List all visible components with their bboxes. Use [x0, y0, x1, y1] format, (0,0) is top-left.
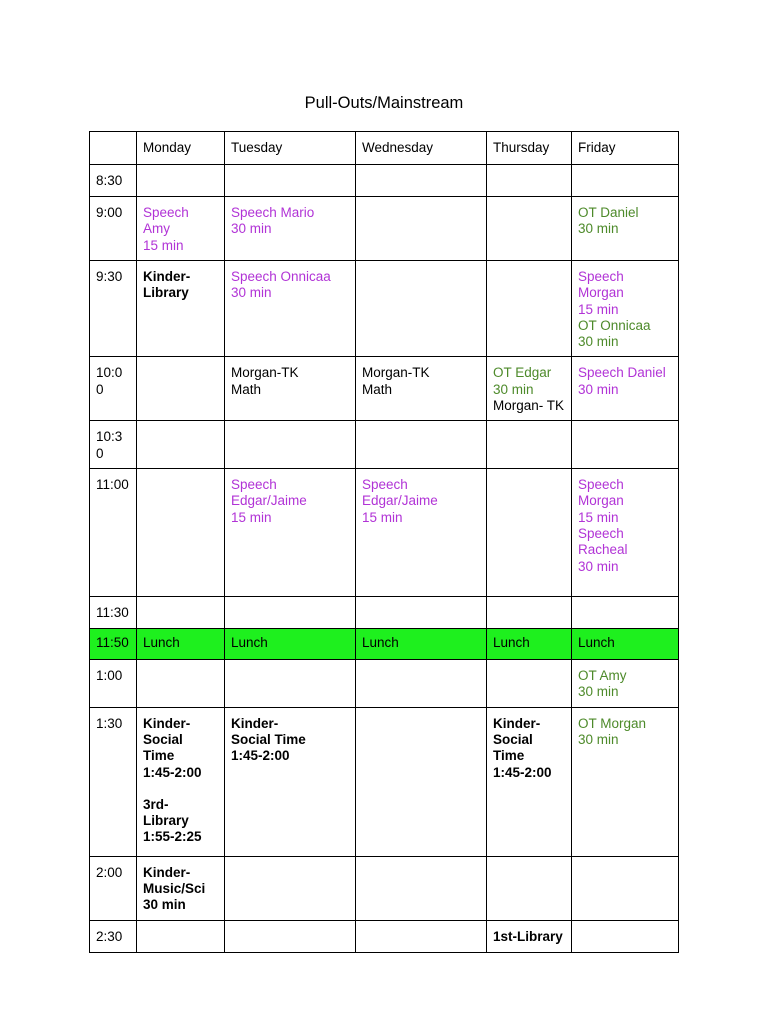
time-label: 9:00 [96, 205, 123, 220]
time-label: 2:30 [96, 928, 123, 944]
schedule-cell-thursday [487, 421, 572, 469]
schedule-entry: Morgan-TK Math [231, 365, 299, 397]
schedule-cell-friday [572, 660, 679, 708]
schedule-cell-wednesday [356, 421, 487, 469]
schedule-cell-monday [137, 660, 225, 708]
schedule-cell-wednesday [356, 261, 487, 357]
lunch-entry: Lunch [231, 635, 268, 651]
schedule-cell-friday [572, 357, 679, 421]
time-label: 1:30 [96, 715, 123, 731]
time-cell [90, 629, 137, 660]
time-row [90, 357, 679, 421]
schedule-entry: Kinder- Social Time 1:45-2:00 [143, 715, 202, 780]
schedule-cell-tuesday [225, 597, 356, 629]
schedule-cell-monday [137, 421, 225, 469]
time-row [90, 660, 679, 708]
schedule-entry: Morgan-TK Math [362, 365, 430, 397]
schedule-cell-tuesday [225, 707, 356, 856]
header-corner-cell [90, 132, 137, 165]
schedule-entry: 3rd- Library 1:55-2:25 [143, 796, 202, 845]
time-label: 1:00 [96, 668, 123, 684]
schedule-cell-friday [572, 261, 679, 357]
time-row [90, 261, 679, 357]
schedule-entry: Kinder- Social Time 1:45-2:00 [493, 715, 552, 780]
time-label: 11:50 [96, 635, 129, 651]
schedule-entry: Speech Morgan 15 min [578, 269, 624, 317]
schedule-cell-thursday [487, 660, 572, 708]
schedule-cell-wednesday [356, 629, 487, 660]
schedule-cell-friday [572, 469, 679, 597]
time-cell [90, 920, 137, 952]
header-friday: Friday [572, 132, 679, 165]
schedule-cell-monday [137, 629, 225, 660]
time-label: 9:30 [96, 269, 123, 284]
time-row [90, 197, 679, 261]
schedule-entry: Speech Morgan 15 min Speech Racheal 30 min [578, 477, 628, 574]
schedule-cell-wednesday [356, 920, 487, 952]
time-cell [90, 261, 137, 357]
time-cell [90, 197, 137, 261]
schedule-cell-wednesday [356, 469, 487, 597]
time-cell [90, 165, 137, 197]
schedule-cell-monday [137, 707, 225, 856]
schedule-entry: OT Onnicaa 30 min [578, 317, 651, 350]
schedule-entry: Speech Daniel 30 min [578, 365, 666, 397]
schedule-cell-wednesday [356, 357, 487, 421]
schedule-cell-thursday [487, 197, 572, 261]
schedule-cell-tuesday [225, 197, 356, 261]
schedule-entry: OT Daniel 30 min [578, 205, 639, 237]
lunch-entry: Lunch [362, 635, 399, 651]
time-cell [90, 707, 137, 856]
schedule-cell-friday [572, 597, 679, 629]
time-cell [90, 357, 137, 421]
time-label: 8:30 [96, 173, 123, 188]
schedule-entry: OT Amy 30 min [578, 668, 627, 700]
lunch-entry: Lunch [493, 635, 530, 651]
schedule-cell-friday [572, 856, 679, 920]
schedule-cell-thursday [487, 165, 572, 197]
lunch-entry: Lunch [578, 635, 615, 651]
time-label: 11:30 [96, 605, 129, 621]
schedule-entry: OT Edgar 30 min [493, 365, 552, 397]
schedule-cell-tuesday [225, 469, 356, 597]
schedule-entry: Kinder- Music/Sci 30 min [143, 864, 206, 913]
schedule-cell-friday [572, 629, 679, 660]
time-row [90, 597, 679, 629]
schedule-cell-wednesday [356, 165, 487, 197]
header-monday: Monday [137, 132, 225, 165]
schedule-cell-tuesday [225, 856, 356, 920]
schedule-cell-tuesday [225, 261, 356, 357]
header-wednesday: Wednesday [356, 132, 487, 165]
schedule-cell-monday [137, 197, 225, 261]
page-title: Pull-Outs/Mainstream [304, 94, 464, 112]
time-row [90, 165, 679, 197]
schedule-cell-monday [137, 357, 225, 421]
header-thursday: Thursday [487, 132, 572, 165]
schedule-cell-thursday [487, 707, 572, 856]
time-row [90, 856, 679, 920]
schedule-cell-monday [137, 165, 225, 197]
schedule-cell-tuesday [225, 920, 356, 952]
schedule-cell-monday [137, 920, 225, 952]
schedule-cell-tuesday [225, 660, 356, 708]
header-row [90, 132, 679, 165]
schedule-cell-thursday [487, 357, 572, 421]
schedule-cell-tuesday [225, 421, 356, 469]
schedule-cell-monday [137, 856, 225, 920]
schedule-cell-wednesday [356, 597, 487, 629]
time-row [90, 421, 679, 469]
schedule-cell-wednesday [356, 707, 487, 856]
time-row [90, 469, 679, 597]
schedule-entry: Kinder- Social Time 1:45-2:00 [231, 715, 306, 764]
schedule-table [89, 131, 679, 953]
time-cell [90, 469, 137, 597]
schedule-cell-thursday [487, 856, 572, 920]
lunch-entry: Lunch [143, 635, 180, 651]
schedule-cell-friday [572, 197, 679, 261]
schedule-cell-friday [572, 165, 679, 197]
schedule-body [90, 165, 679, 953]
time-row [90, 920, 679, 952]
time-row [90, 707, 679, 856]
schedule-entry: Speech Onnicaa 30 min [231, 269, 331, 301]
schedule-entry: Speech Edgar/Jaime 15 min [362, 477, 438, 525]
time-label: 10:3 0 [96, 429, 123, 461]
schedule-cell-friday [572, 707, 679, 856]
schedule-cell-wednesday [356, 197, 487, 261]
schedule-entry: 1st-Library [493, 928, 563, 944]
schedule-cell-thursday [487, 629, 572, 660]
schedule-entry: Speech Edgar/Jaime 15 min [231, 477, 307, 525]
header-tuesday: Tuesday [225, 132, 356, 165]
schedule-entry: Speech Mario 30 min [231, 205, 315, 237]
schedule-entry: Speech Amy 15 min [143, 205, 189, 253]
schedule-cell-monday [137, 261, 225, 357]
schedule-cell-wednesday [356, 660, 487, 708]
lunch-row [90, 629, 679, 660]
time-label: 10:0 0 [96, 365, 123, 397]
schedule-cell-wednesday [356, 856, 487, 920]
schedule-entry: Morgan- TK [493, 398, 565, 414]
time-cell [90, 856, 137, 920]
schedule-cell-friday [572, 920, 679, 952]
time-cell [90, 660, 137, 708]
time-cell [90, 597, 137, 629]
schedule-cell-thursday [487, 469, 572, 597]
schedule-cell-tuesday [225, 165, 356, 197]
schedule-cell-thursday [487, 261, 572, 357]
schedule-cell-thursday [487, 597, 572, 629]
schedule-cell-monday [137, 469, 225, 597]
schedule-entry: OT Morgan 30 min [578, 715, 647, 747]
schedule-entry: Kinder- Library [143, 269, 191, 301]
time-label: 11:00 [96, 477, 129, 493]
schedule-cell-tuesday [225, 357, 356, 421]
time-cell [90, 421, 137, 469]
schedule-cell-monday [137, 597, 225, 629]
schedule-cell-tuesday [225, 629, 356, 660]
schedule-cell-friday [572, 421, 679, 469]
schedule-cell-thursday [487, 920, 572, 952]
time-label: 2:00 [96, 864, 123, 880]
